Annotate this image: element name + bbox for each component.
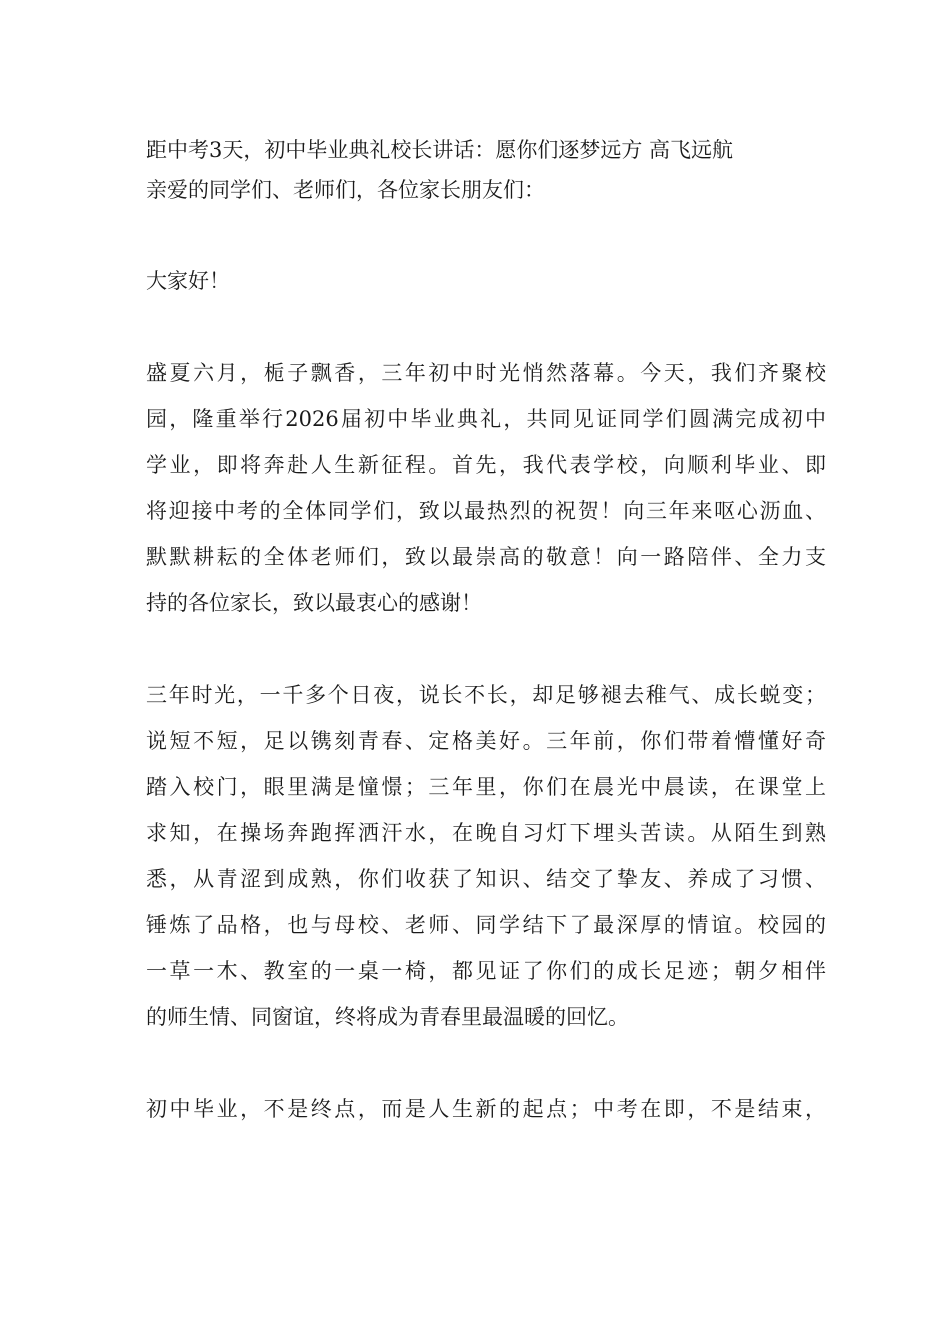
paragraph-line: 锤炼了品格，也与母校、老师、同学结下了最深厚的情谊。校园的 [146,913,826,937]
paragraph-line: 一草一木、教室的一桌一椅，都见证了你们的成长足迹；朝夕相伴 [146,959,826,983]
paragraph-2 [146,672,826,1040]
spacer [146,304,826,350]
paragraph-line: 将迎接中考的全体同学们，致以最热烈的祝贺！向三年来呕心沥血、 [146,499,826,523]
paragraph-line: 默默耕耘的全体老师们，致以最崇高的敬意！向一路陪伴、全力支 [146,545,826,569]
paragraph-3 [146,1086,826,1132]
paragraph-line: 初中毕业，不是终点，而是人生新的起点；中考在即，不是结束， [146,1097,826,1121]
paragraph-line: 盛夏六月，栀子飘香，三年初中时光悄然落幕。今天，我们齐聚校 [146,361,826,385]
paragraph-line: 说短不短，足以镌刻青春、定格美好。三年前，你们带着懵懂好奇 [146,729,826,753]
spacer [146,626,826,672]
paragraph-line: 悉，从青涩到成熟，你们收获了知识、结交了挚友、养成了习惯、 [146,867,826,891]
paragraph-line: 学业，即将奔赴人生新征程。首先，我代表学校，向顺利毕业、即 [146,453,826,477]
spacer [146,1040,826,1086]
paragraph-line: 求知，在操场奔跑挥洒汗水，在晚自习灯下埋头苦读。从陌生到熟 [146,821,826,845]
paragraph-line: 踏入校门，眼里满是憧憬；三年里，你们在晨光中晨读，在课堂上 [146,775,826,799]
document-body [146,130,826,1132]
document-title: 距中考3天，初中毕业典礼校长讲话：愿你们逐梦远方 高飞远航 [146,138,734,162]
spacer [146,210,826,258]
paragraph-line: 园，隆重举行2026届初中毕业典礼，共同见证同学们圆满完成初中 [146,407,826,431]
paragraph-1 [146,350,826,626]
paragraph-line: 持的各位家长，致以最衷心的感谢！ [146,591,482,615]
salutation: 亲爱的同学们、老师们，各位家长朋友们： [146,178,545,202]
paragraph-line: 三年时光，一千多个日夜，说长不长，却足够褪去稚气、成长蜕变； [146,683,826,707]
greeting: 大家好！ [146,269,230,293]
paragraph-line: 的师生情、同窗谊，终将成为青春里最温暖的回忆。 [146,1005,629,1029]
